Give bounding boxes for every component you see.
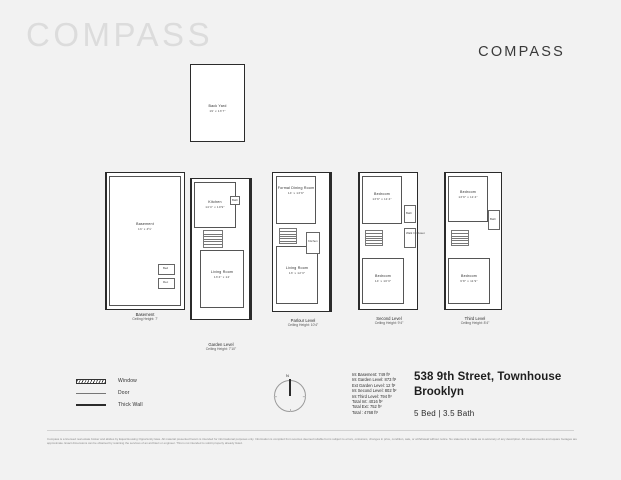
second-wall-left [358,172,360,310]
room-label-formal-dining: Formal Dining Room 14' x 13'9" [277,186,315,195]
legend [76,375,186,411]
legend-door [76,387,186,399]
room-label-bedroom-third-top: Bedroom 13'9" x 11'4" [458,190,478,199]
compass-logo: COMPASS [478,44,565,60]
garden-stairs [203,230,223,248]
room-label-bedroom-second-bottom: Bedroom 14' x 10'3" [374,274,392,283]
parlour-wall-right [329,172,331,312]
room-label-living-garden: Living Room 13'4" x 12' [210,270,234,279]
room-label-bath-garden: Bath [232,198,238,202]
sqft-line: Int Third Level: 794 ft² [352,393,392,399]
legend-door-label: Door [118,390,130,396]
level-label-parlour: Parlour Level Ceiling Height: 10'4" [287,318,319,328]
sqft-line: Int Second Level: 802 ft² [352,388,397,394]
footer-divider [47,430,574,431]
room-label-bedroom-second-top: Bedroom 13'9" x 11'4" [372,192,392,201]
sqft-line: Total Ext: 752 ft² [352,404,382,410]
room-label-bedroom-third-bottom: Bedroom 6'8" x 11'9" [460,274,478,283]
legend-thick-wall-label: Thick Wall [118,402,143,408]
third-wall-left [444,172,446,310]
room-label-basement-bed: Bed [163,266,169,270]
room-label-back-yard: Back Yard 19' x 13'7" [208,104,227,113]
room-label-basement-rec: Rec [163,280,169,284]
room-label-bath-third: Bath [490,217,496,221]
room-label-basement: Basement 13' x 4½' [136,222,154,231]
level-label-third: Third Level Ceiling Height: 8'4" [460,316,490,326]
room-label-bath-second: Bath [406,211,412,215]
level-label-second: Second Level Ceiling Height: 9'4" [374,316,404,326]
level-label-basement: Basement Ceiling Height: 7' [132,312,158,322]
parlour-dining-outline [276,176,316,224]
legend-window [76,375,186,387]
window-symbol-icon [76,379,110,384]
address-block [414,370,604,418]
legend-window-label: Window [118,378,137,384]
sqft-line: Int Garden Level: 873 ft² [352,377,397,383]
compass-north-label: N [286,373,289,378]
level-label-garden: Garden Level Ceiling Height: 7'10" [205,342,237,352]
garden-wall-left [190,178,192,320]
sqft-line: Int Basement: 749 ft² [352,372,391,377]
square-footage-block [352,372,396,415]
basement-wall-left [105,172,107,310]
room-label-kitchen-garden: Kitchen 14'4" x 10'9" [205,200,225,209]
sqft-line: Ext Garden Level: 12 ft² [352,382,396,388]
room-label-living-parlour: Living Room 13' x 12'3" [285,266,309,275]
sqft-line: Total Int: 4016 ft² [352,399,383,405]
second-stairs [365,230,383,246]
disclaimer-text: Compass is a licensed real estate broker and abides by Equal Housing Opportunity laws. All material presented herein is intended for informational purposes only. Information is compiled from sources deemed reliable but is subject to errors, omissions, changes in price, condition, sale, or withdrawal without notice. No statement is made as to accuracy of any description. All measurements and square footages are approximate. Exact dimensions can be obtained by retaining the services of an architect or engineer. This is not intended to solicit property already listed. [47,437,577,446]
compass-watermark: COMPASS [26,16,214,53]
legend-thick-wall [76,399,186,411]
room-label-walk-in-closet: Walk In Closet [406,231,425,235]
thick-wall-symbol-icon [76,404,110,407]
room-label-kitchen-parlour: Kitchen [308,239,318,243]
third-stairs [451,230,469,246]
address-line-1: 538 9th Street, Townhouse [414,371,562,383]
beds-baths: 5 Bed | 3.5 Bath [414,409,475,418]
door-symbol-icon [76,393,110,394]
garden-wall-right [249,178,251,320]
sqft-line: Total : 4768 ft² [352,409,378,415]
plan-garden-backyard [190,64,245,142]
compass-rose-icon [270,373,310,416]
address-line-2: Brooklyn [414,386,464,398]
parlour-stairs [279,228,297,244]
